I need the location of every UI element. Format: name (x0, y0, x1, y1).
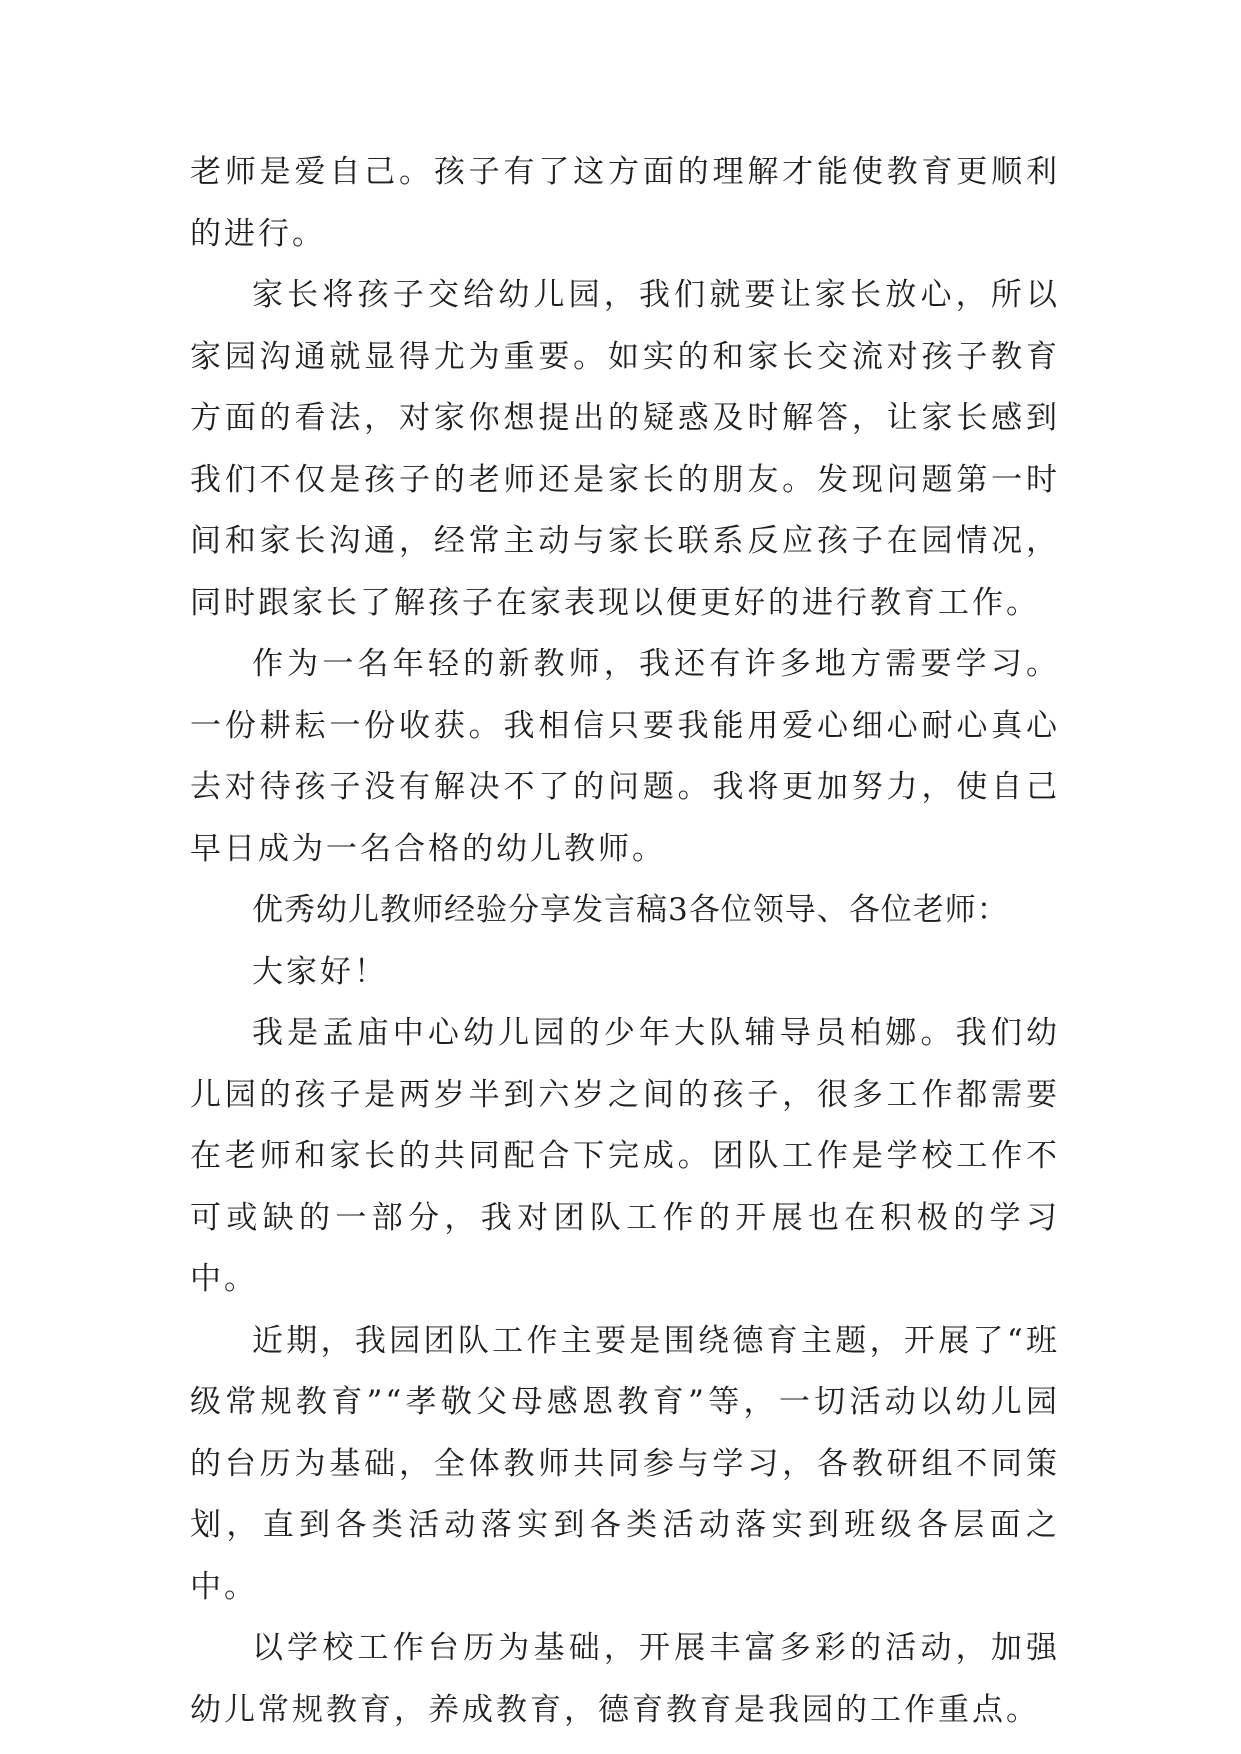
paragraph-3: 作为一名年轻的新教师，我还有许多地方需要学习。一份耕耘一份收获。我相信只要我能用爱心细心耐心真心去对待孩子没有解决不了的问题。我将更加努力，使自己早日成为一名合格的幼儿教师。 (190, 646, 1060, 867)
greeting: 大家好！ (252, 953, 388, 990)
paragraph-2: 家长将孩子交给幼儿园，我们就要让家长放心，所以家园沟通就显得尤为重要。如实的和家长交流对孩子教育方面的看法，对家你想提出的疑惑及时解答，让家长感到我们不仅是孩子的老师还是家长的朋友。发现问题第一时间和家长沟通，经常主动与家长联系反应孩子在园情况，同时跟家长了解孩子在家表现以便更好的进行教育工作。 (190, 277, 1060, 621)
paragraph-6: 以学校工作台历为基础，开展丰富多彩的活动，加强幼儿常规教育，养成教育，德育教育是我园的工作重点。 (190, 1630, 1060, 1728)
document-page (190, 142, 1060, 1741)
paragraph-4: 我是孟庙中心幼儿园的少年大队辅导员柏娜。我们幼儿园的孩子是两岁半到六岁之间的孩子，很多工作都需要在老师和家长的共同配合下完成。团队工作是学校工作不可或缺的一部分，我对团队工作的开展也在积极的学习中。 (190, 1015, 1060, 1297)
paragraph-1: 老师是爱自己。孩子有了这方面的理解才能使教育更顺利的进行。 (190, 154, 1060, 252)
section-heading: 优秀幼儿教师经验分享发言稿3各位领导、各位老师： (252, 892, 1009, 928)
paragraph-5: 近期，我园团队工作主要是围绕德育主题，开展了“班级常规教育”“孝敬父母感恩教育”等，一切活动以幼儿园的台历为基础，全体教师共同参与学习，各教研组不同策划，直到各类活动落实到各类活动落实到班级各层面之中。 (190, 1322, 1060, 1605)
